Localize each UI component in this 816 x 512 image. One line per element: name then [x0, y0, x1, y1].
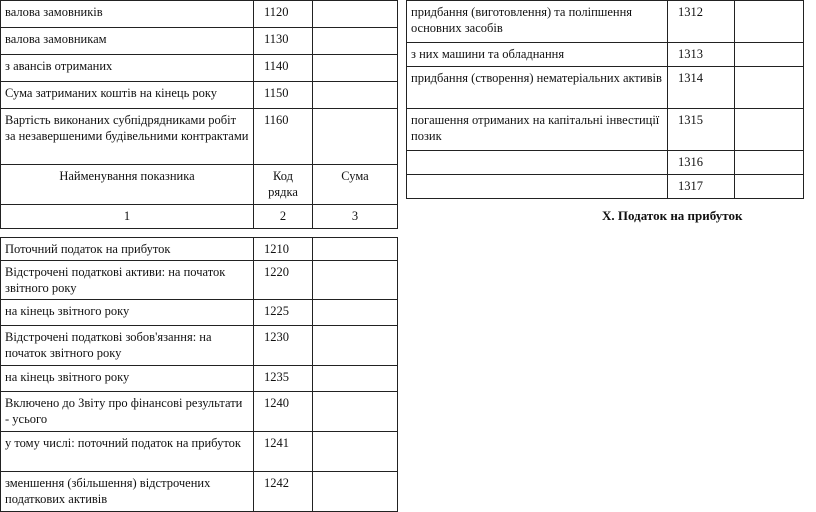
row-name: Поточний податок на прибуток — [1, 238, 254, 261]
row-sum[interactable] — [735, 43, 804, 67]
table-row — [1, 82, 398, 109]
row-name: з них машини та обладнання — [407, 43, 668, 67]
col-number-3: 3 — [313, 205, 398, 229]
row-sum[interactable] — [313, 55, 398, 82]
row-code: 1316 — [668, 151, 735, 175]
table-row — [1, 261, 398, 300]
col-number-1: 1 — [1, 205, 254, 229]
row-name: на кінець звітного року — [1, 300, 254, 326]
table-row — [1, 1, 398, 28]
row-code: 1220 — [254, 261, 313, 300]
row-name: з авансів отриманих — [1, 55, 254, 82]
header-name: Найменування показника — [1, 165, 254, 205]
row-name: зменшення (збільшення) відстрочених податкових активів — [1, 472, 254, 512]
right-table — [406, 0, 804, 199]
row-name: придбання (створення) нематеріальних активів — [407, 67, 668, 109]
table-row — [1, 238, 398, 261]
table-row — [1, 28, 398, 55]
row-sum[interactable] — [735, 109, 804, 151]
table-row — [407, 43, 804, 67]
row-code: 1313 — [668, 43, 735, 67]
row-code: 1241 — [254, 432, 313, 472]
row-sum[interactable] — [735, 67, 804, 109]
row-code: 1140 — [254, 55, 313, 82]
row-sum[interactable] — [313, 392, 398, 432]
row-name: Відстрочені податкові зобов'язання: на початок звітного року — [1, 326, 254, 366]
table-row — [407, 151, 804, 175]
row-name: погашення отриманих на капітальні інвестиції позик — [407, 109, 668, 151]
row-code: 1240 — [254, 392, 313, 432]
row-name — [407, 151, 668, 175]
row-code: 1225 — [254, 300, 313, 326]
table-row — [1, 432, 398, 472]
row-sum[interactable] — [313, 28, 398, 55]
header-code: Код рядка — [254, 165, 313, 205]
row-sum[interactable] — [313, 238, 398, 261]
row-code: 1120 — [254, 1, 313, 28]
table-row — [1, 55, 398, 82]
left-panel — [0, 0, 398, 512]
row-code: 1315 — [668, 109, 735, 151]
row-sum[interactable] — [313, 261, 398, 300]
row-sum[interactable] — [735, 1, 804, 43]
row-name: на кінець звітного року — [1, 366, 254, 392]
row-code: 1317 — [668, 175, 735, 199]
row-name: валова замовникам — [1, 28, 254, 55]
row-name: у тому числі: поточний податок на прибуток — [1, 432, 254, 472]
row-name — [407, 175, 668, 199]
row-code: 1235 — [254, 366, 313, 392]
left-table-top — [0, 0, 398, 512]
row-sum[interactable] — [735, 175, 804, 199]
section-title: X. Податок на прибуток — [602, 208, 743, 223]
row-sum[interactable] — [313, 82, 398, 109]
table-row — [1, 300, 398, 326]
table-row — [407, 67, 804, 109]
column-numbers-row — [1, 205, 398, 229]
table-row — [1, 472, 398, 512]
table-row — [407, 1, 804, 43]
table-row — [407, 109, 804, 151]
row-code: 1242 — [254, 472, 313, 512]
row-name: придбання (виготовлення) та поліпшення основних засобів — [407, 1, 668, 43]
row-sum[interactable] — [313, 432, 398, 472]
header-sum: Сума — [313, 165, 398, 205]
row-sum[interactable] — [313, 326, 398, 366]
table-row — [1, 109, 398, 165]
row-code: 1230 — [254, 326, 313, 366]
spacer-row — [1, 229, 398, 238]
row-sum[interactable] — [313, 472, 398, 512]
row-name: Відстрочені податкові активи: на початок звітного року — [1, 261, 254, 300]
row-sum[interactable] — [313, 109, 398, 165]
row-sum[interactable] — [735, 151, 804, 175]
row-code: 1314 — [668, 67, 735, 109]
header-row — [1, 165, 398, 205]
row-sum[interactable] — [313, 300, 398, 326]
table-row — [1, 392, 398, 432]
row-name: Сума затриманих коштів на кінець року — [1, 82, 254, 109]
row-name: валова замовників — [1, 1, 254, 28]
row-sum[interactable] — [313, 366, 398, 392]
table-row — [1, 326, 398, 366]
row-code: 1150 — [254, 82, 313, 109]
col-number-2: 2 — [254, 205, 313, 229]
row-code: 1210 — [254, 238, 313, 261]
table-row — [407, 175, 804, 199]
row-name: Включено до Звіту про фінансові результати - усього — [1, 392, 254, 432]
row-code: 1130 — [254, 28, 313, 55]
table-row — [1, 366, 398, 392]
row-name: Вартість виконаних субпідрядниками робіт за незавершеними будівельними контрактами — [1, 109, 254, 165]
row-code: 1312 — [668, 1, 735, 43]
row-code: 1160 — [254, 109, 313, 165]
row-sum[interactable] — [313, 1, 398, 28]
